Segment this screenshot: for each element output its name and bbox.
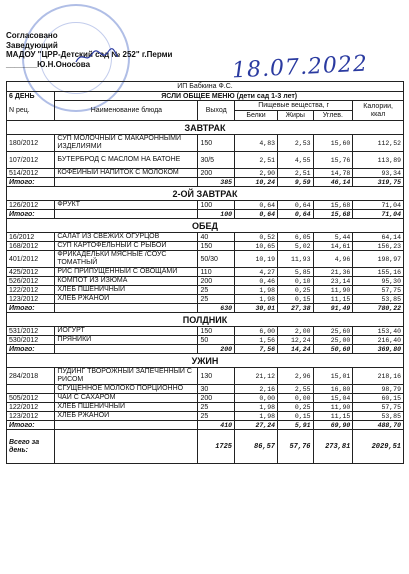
total-calories: 71,04 — [353, 210, 404, 219]
grand-total-calories: 2029,51 — [353, 430, 404, 464]
total-protein: 10,24 — [235, 178, 278, 187]
section-title: ОБЕД — [7, 219, 404, 233]
protein: 21,12 — [235, 368, 278, 385]
protein: 0,00 — [235, 394, 278, 403]
fat: 6,05 — [278, 233, 313, 242]
dish-name: ХЛЕБ ПШЕНИЧНЫЙ — [55, 403, 198, 412]
yield: 200 — [198, 394, 235, 403]
col-recipe: N рец. — [7, 101, 55, 121]
total-yield: 385 — [198, 178, 235, 187]
grand-total-protein: 86,57 — [235, 430, 278, 464]
calories: 98,79 — [353, 385, 404, 394]
fat: 11,93 — [278, 251, 313, 268]
calories: 53,85 — [353, 412, 404, 421]
dish-name: ФРИКАДЕЛЬКИ МЯСНЫЕ /СОУС ТОМАТНЫЙ — [55, 251, 198, 268]
yield: 200 — [198, 277, 235, 286]
menu-row — [7, 233, 404, 242]
total-fat: 14,24 — [278, 345, 313, 354]
col-name: Наименование блюда — [55, 101, 198, 121]
menu-row — [7, 135, 404, 152]
total-calories: 780,22 — [353, 304, 404, 313]
total-blank — [55, 345, 198, 354]
recipe-number: 123/2012 — [7, 295, 55, 304]
total-label: Итого: — [7, 178, 55, 187]
dish-name: БУТЕРБРОД С МАСЛОМ НА БАТОНЕ — [55, 152, 198, 169]
recipe-number: 514/2012 — [7, 169, 55, 178]
menu-row — [7, 385, 404, 394]
grand-total-label: Всего за день: — [7, 430, 55, 464]
total-protein: 0,64 — [235, 210, 278, 219]
total-protein: 27,24 — [235, 421, 278, 430]
total-calories: 488,70 — [353, 421, 404, 430]
total-fat: 27,38 — [278, 304, 313, 313]
fat: 4,55 — [278, 152, 313, 169]
calories: 156,23 — [353, 242, 404, 251]
section-total — [7, 345, 404, 354]
dish-name: ЧАЙ С САХАРОМ — [55, 394, 198, 403]
dish-name: СУП МОЛОЧНЫЙ С МАКАРОННЫМИ ИЗДЕЛИЯМИ — [55, 135, 198, 152]
carbs: 4,96 — [313, 251, 353, 268]
total-blank — [55, 178, 198, 187]
fat: 5,85 — [278, 268, 313, 277]
recipe-number: 122/2012 — [7, 286, 55, 295]
carbs: 15,01 — [313, 368, 353, 385]
protein: 1,98 — [235, 412, 278, 421]
menu-row — [7, 412, 404, 421]
protein: 1,98 — [235, 295, 278, 304]
recipe-number: 425/2012 — [7, 268, 55, 277]
col-carbs: Углев. — [313, 111, 353, 121]
yield: 25 — [198, 295, 235, 304]
calories: 218,16 — [353, 368, 404, 385]
carbs: 11,15 — [313, 295, 353, 304]
yield: 30/5 — [198, 152, 235, 169]
calories: 112,52 — [353, 135, 404, 152]
total-label: Итого: — [7, 421, 55, 430]
total-yield: 200 — [198, 345, 235, 354]
dish-name: КОМПОТ ИЗ ИЗЮМА — [55, 277, 198, 286]
calories: 53,85 — [353, 295, 404, 304]
fat: 2,00 — [278, 327, 313, 336]
yield: 150 — [198, 135, 235, 152]
carbs: 11,90 — [313, 403, 353, 412]
carbs: 25,00 — [313, 336, 353, 345]
total-yield: 630 — [198, 304, 235, 313]
menu-row — [7, 268, 404, 277]
recipe-number — [7, 385, 55, 394]
total-blank — [55, 304, 198, 313]
approval-line-2: Заведующий — [6, 40, 58, 50]
fat: 2,51 — [278, 169, 313, 178]
calories: 216,40 — [353, 336, 404, 345]
col-fat: Жиры — [278, 111, 313, 121]
dish-name: ХЛЕБ ПШЕНИЧНЫЙ — [55, 286, 198, 295]
carbs: 15,76 — [313, 152, 353, 169]
dish-name: ФРУКТ — [55, 201, 198, 210]
total-carbs: 91,49 — [313, 304, 353, 313]
col-nutrients: Пищевые вещества, г — [235, 101, 353, 111]
total-carbs: 15,68 — [313, 210, 353, 219]
calories: 57,75 — [353, 286, 404, 295]
recipe-number: 123/2012 — [7, 412, 55, 421]
section-total — [7, 421, 404, 430]
yield: 100 — [198, 201, 235, 210]
provider-name: ИП Бабкина Ф.С. — [7, 82, 404, 92]
protein: 4,27 — [235, 268, 278, 277]
fat: 5,02 — [278, 242, 313, 251]
yield: 150 — [198, 242, 235, 251]
menu-row — [7, 336, 404, 345]
menu-row — [7, 169, 404, 178]
carbs: 15,68 — [313, 201, 353, 210]
protein: 2,51 — [235, 152, 278, 169]
menu-row — [7, 403, 404, 412]
menu-row — [7, 368, 404, 385]
calories: 198,97 — [353, 251, 404, 268]
grand-total-yield: 1725 — [198, 430, 235, 464]
section-total — [7, 304, 404, 313]
total-fat: 0,64 — [278, 210, 313, 219]
total-blank — [55, 421, 198, 430]
menu-row — [7, 251, 404, 268]
carbs: 5,44 — [313, 233, 353, 242]
carbs: 15,04 — [313, 394, 353, 403]
recipe-number: 126/2012 — [7, 201, 55, 210]
calories: 64,14 — [353, 233, 404, 242]
protein: 2,16 — [235, 385, 278, 394]
fat: 0,15 — [278, 295, 313, 304]
signature — [74, 48, 120, 66]
protein: 6,00 — [235, 327, 278, 336]
fat: 2,55 — [278, 385, 313, 394]
section-header — [7, 219, 404, 233]
recipe-number: 284/2018 — [7, 368, 55, 385]
recipe-number: 526/2012 — [7, 277, 55, 286]
signature-blank: _______ — [6, 59, 38, 69]
calories: 93,34 — [353, 169, 404, 178]
yield: 50/30 — [198, 251, 235, 268]
carbs: 25,60 — [313, 327, 353, 336]
protein: 2,90 — [235, 169, 278, 178]
dish-name: ЙОГУРТ — [55, 327, 198, 336]
protein: 1,98 — [235, 286, 278, 295]
dish-name: ХЛЕБ РЖАНОЙ — [55, 295, 198, 304]
menu-row — [7, 394, 404, 403]
total-carbs: 69,90 — [313, 421, 353, 430]
carbs: 21,36 — [313, 268, 353, 277]
protein: 10,19 — [235, 251, 278, 268]
total-label: Итого: — [7, 345, 55, 354]
dish-name: САЛАТ ИЗ СВЕЖИХ ОГУРЦОВ — [55, 233, 198, 242]
section-header — [7, 187, 404, 201]
col-yield: Выход — [198, 101, 235, 121]
col-protein: Белки — [235, 111, 278, 121]
calories: 71,04 — [353, 201, 404, 210]
menu-row — [7, 295, 404, 304]
protein: 10,65 — [235, 242, 278, 251]
protein: 0,64 — [235, 201, 278, 210]
menu-row — [7, 277, 404, 286]
total-protein: 30,01 — [235, 304, 278, 313]
yield: 50 — [198, 336, 235, 345]
protein: 4,83 — [235, 135, 278, 152]
recipe-number: 180/2012 — [7, 135, 55, 152]
protein: 0,46 — [235, 277, 278, 286]
yield: 200 — [198, 169, 235, 178]
fat: 0,10 — [278, 277, 313, 286]
protein: 0,52 — [235, 233, 278, 242]
fat: 0,25 — [278, 403, 313, 412]
protein: 1,56 — [235, 336, 278, 345]
grand-total-fat: 57,76 — [278, 430, 313, 464]
fat: 0,15 — [278, 412, 313, 421]
yield: 150 — [198, 327, 235, 336]
menu-date: 18.07.2022 — [231, 51, 369, 84]
total-yield: 410 — [198, 421, 235, 430]
fat: 0,64 — [278, 201, 313, 210]
total-calories: 319,75 — [353, 178, 404, 187]
section-title: УЖИН — [7, 354, 404, 368]
section-header — [7, 354, 404, 368]
section-title: ПОЛДНИК — [7, 313, 404, 327]
yield: 25 — [198, 403, 235, 412]
dish-name: ПУДИНГ ТВОРОЖНЫЙ ЗАПЕЧЕННЫЙ С РИСОМ — [55, 368, 198, 385]
dish-name: СУП КАРТОФЕЛЬНЫЙ С РЫБОЙ — [55, 242, 198, 251]
recipe-number: 505/2012 — [7, 394, 55, 403]
calories: 153,40 — [353, 327, 404, 336]
calories: 60,15 — [353, 394, 404, 403]
total-label: Итого: — [7, 304, 55, 313]
total-protein: 7,56 — [235, 345, 278, 354]
recipe-number: 401/2012 — [7, 251, 55, 268]
carbs: 14,61 — [313, 242, 353, 251]
yield: 25 — [198, 412, 235, 421]
dish-name: КОФЕЙНЫЙ НАПИТОК С МОЛОКОМ — [55, 169, 198, 178]
approval-line-3: МАДОУ "ЦРР-Детский сад № 252" г.Перми — [6, 50, 173, 59]
calories: 57,75 — [353, 403, 404, 412]
day-label: 6 ДЕНЬ — [7, 92, 55, 101]
fat: 0,00 — [278, 394, 313, 403]
carbs: 14,78 — [313, 169, 353, 178]
menu-title: ЯСЛИ ОБЩЕЕ МЕНЮ (дети сад 1-3 лет) — [55, 92, 404, 101]
protein: 1,98 — [235, 403, 278, 412]
fat: 0,25 — [278, 286, 313, 295]
total-fat: 9,59 — [278, 178, 313, 187]
menu-row — [7, 327, 404, 336]
grand-total-row — [7, 430, 404, 464]
total-fat: 5,91 — [278, 421, 313, 430]
menu-table — [6, 81, 404, 464]
dish-name: ХЛЕБ РЖАНОЙ — [55, 412, 198, 421]
section-title: ЗАВТРАК — [7, 121, 404, 135]
calories: 113,89 — [353, 152, 404, 169]
recipe-number: 168/2012 — [7, 242, 55, 251]
carbs: 11,90 — [313, 286, 353, 295]
carbs: 16,80 — [313, 385, 353, 394]
fat: 2,96 — [278, 368, 313, 385]
total-calories: 369,80 — [353, 345, 404, 354]
menu-row — [7, 152, 404, 169]
recipe-number: 122/2012 — [7, 403, 55, 412]
total-carbs: 50,60 — [313, 345, 353, 354]
recipe-number: 531/2012 — [7, 327, 55, 336]
total-label: Итого: — [7, 210, 55, 219]
menu-row — [7, 242, 404, 251]
yield: 110 — [198, 268, 235, 277]
fat: 2,53 — [278, 135, 313, 152]
total-blank — [55, 210, 198, 219]
fat: 12,24 — [278, 336, 313, 345]
menu-row — [7, 286, 404, 295]
recipe-number: 16/2012 — [7, 233, 55, 242]
section-total — [7, 210, 404, 219]
section-header — [7, 121, 404, 135]
recipe-number: 530/2012 — [7, 336, 55, 345]
total-carbs: 46,14 — [313, 178, 353, 187]
menu-row — [7, 201, 404, 210]
carbs: 15,60 — [313, 135, 353, 152]
carbs: 23,14 — [313, 277, 353, 286]
grand-total-carbs: 273,81 — [313, 430, 353, 464]
section-title: 2-ОЙ ЗАВТРАК — [7, 187, 404, 201]
calories: 155,16 — [353, 268, 404, 277]
section-total — [7, 178, 404, 187]
dish-name: СГУЩЕННОЕ МОЛОКО ПОРЦИОННО — [55, 385, 198, 394]
dish-name: ПРЯНИКИ — [55, 336, 198, 345]
total-yield: 100 — [198, 210, 235, 219]
director-name: Ю.Н.Оносова — [37, 59, 91, 69]
grand-total-blank — [55, 430, 198, 464]
dish-name: РИС ПРИПУЩЕННЫЙ С ОВОЩАМИ — [55, 268, 198, 277]
recipe-number: 107/2012 — [7, 152, 55, 169]
yield: 30 — [198, 385, 235, 394]
col-calories: Калории, ккал — [353, 101, 404, 121]
carbs: 11,15 — [313, 412, 353, 421]
menu-body — [7, 121, 404, 464]
approval-line-1: Согласовано — [6, 31, 58, 40]
yield: 130 — [198, 368, 235, 385]
calories: 95,30 — [353, 277, 404, 286]
section-header — [7, 313, 404, 327]
yield: 40 — [198, 233, 235, 242]
yield: 25 — [198, 286, 235, 295]
